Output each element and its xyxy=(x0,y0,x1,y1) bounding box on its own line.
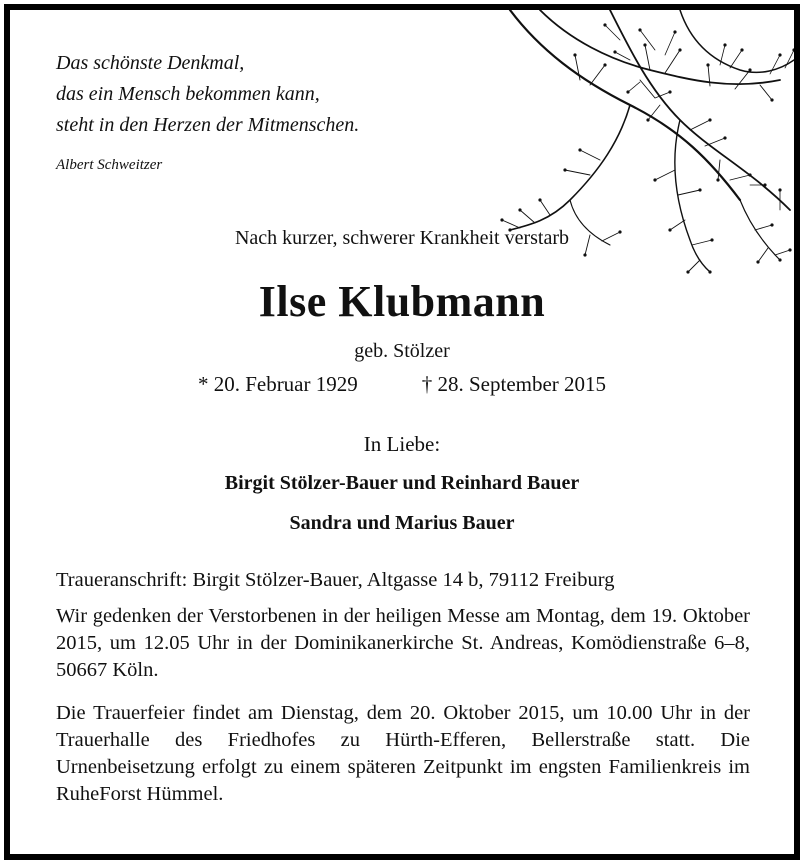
memorial-quote xyxy=(56,48,359,141)
birth-date: * 20. Februar 1929 xyxy=(197,372,358,396)
mourners-heading: In Liebe: xyxy=(363,432,441,456)
mourners-line: Birgit Stölzer-Bauer und Reinhard Bauer xyxy=(224,472,580,494)
memorial-mass-text: Wir gedenken der Verstorbenen in der heiligen Messe am Montag, dem 19. Oktober 2015, um 12.05 Uhr in der Dominikanerkirche St. Andreas, Komödienstraße 6–8, 50667 Köln. xyxy=(56,605,750,681)
life-dates xyxy=(10,372,794,397)
death-date: † 28. September 2015 xyxy=(421,372,607,396)
mourning-address: Traueranschrift: Birgit Stölzer-Bauer, Altgasse 14 b, 79112 Freiburg xyxy=(56,569,615,591)
quote-author: Albert Schweitzer xyxy=(56,157,163,173)
intro-text: Nach kurzer, schwerer Krankheit verstarb xyxy=(234,227,570,249)
quote-line: Das schönste Denkmal, xyxy=(56,52,245,74)
maiden-name: geb. Stölzer xyxy=(354,340,450,362)
quote-line: das ein Mensch bekommen kann, xyxy=(56,83,320,105)
quote-line: steht in den Herzen der Mitmenschen. xyxy=(56,114,360,136)
deceased-name: Ilse Klubmann xyxy=(258,277,546,326)
funeral-text: Die Trauerfeier findet am Dienstag, dem 20. Oktober 2015, um 10.00 Uhr in der Trauerhalle des Friedhofes zu Hürth-Efferen, Bellerstraße statt. Die Urnenbeisetzung erfolgt zu einem späteren Zeitpunkt im engsten Familienkreis im RuheForst Hümmel. xyxy=(56,702,750,805)
mourners-line: Sandra und Marius Bauer xyxy=(289,512,515,534)
obituary-notice xyxy=(4,4,800,860)
